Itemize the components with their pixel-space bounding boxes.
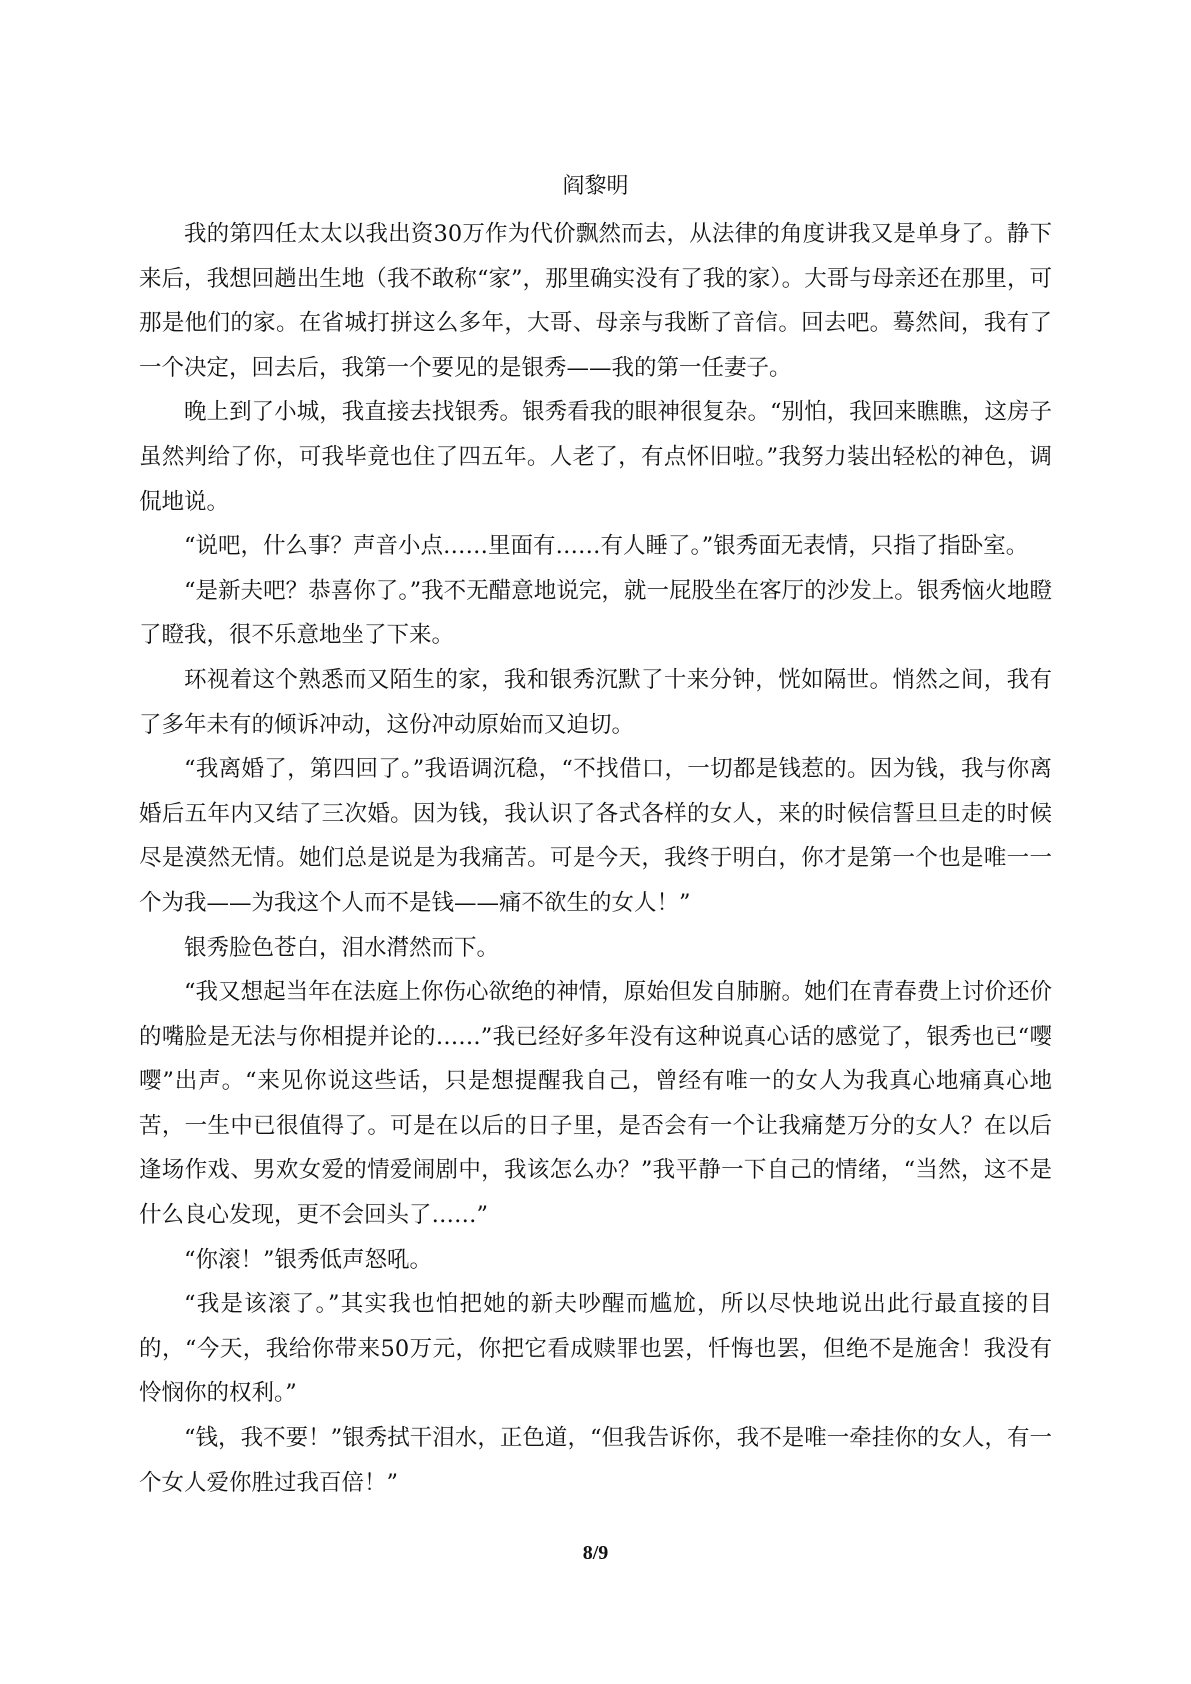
paragraph: 我的第四任太太以我出资30万作为代价飘然而去，从法律的角度讲我又是单身了。静下来后，我想回趟出生地（我不敢称“家”，那里确实没有了我的家）。大哥与母亲还在那里，可那是他们的家。在省城打拼这么多年，大哥、母亲与我断了音信。回去吧。蓦然间，我有了一个决定，回去后，我第一个要见的是银秀——我的第一任妻子。 — [139, 221, 1052, 381]
paragraph: 环视着这个熟悉而又陌生的家，我和银秀沉默了十来分钟，恍如隔世。悄然之间，我有了多年未有的倾诉冲动，这份冲动原始而又迫切。 — [139, 666, 1052, 738]
paragraph: “我离婚了，第四回了。”我语调沉稳，“不找借口，一切都是钱惹的。因为钱，我与你离婚后五年内又结了三次婚。因为钱，我认识了各式各样的女人，来的时候信誓旦旦走的时候尽是漠然无情。她们总是说是为我痛苦。可是今天，我终于明白，你才是第一个也是唯一一个为我——为我这个人而不是钱——痛不欲生的女人！” — [139, 756, 1052, 916]
author-name: 阎黎明 — [562, 174, 629, 199]
paragraph: 银秀脸色苍白，泪水潸然而下。 — [184, 934, 500, 961]
paragraph: “我又想起当年在法庭上你伤心欲绝的神情，原始但发自肺腑。她们在青春费上讨价还价的嘴脸是无法与你相提并论的……”我已经好多年没有这种说真心话的感觉了，银秀也已“嘤嘤”出声。“来见你说这些话，只是想提醒我自己，曾经有唯一的女人为我真心地痛真心地苦，一生中已很值得了。可是在以后的日子里，是否会有一个让我痛楚万分的女人？在以后逢场作戏、男欢女爱的情爱闹剧中，我该怎么办？”我平静一下自己的情绪，“当然，这不是什么良心发现，更不会回头了……” — [139, 979, 1052, 1229]
paragraph: 晚上到了小城，我直接去找银秀。银秀看我的眼神很复杂。“别怕，我回来瞧瞧，这房子虽然判给了你，可我毕竟也住了四五年。人老了，有点怀旧啦。”我努力装出轻松的神色，调侃地说。 — [139, 399, 1052, 515]
paragraph: “你滚！”银秀低声怒吼。 — [184, 1246, 433, 1273]
story-body — [139, 212, 1052, 1505]
page-number: 8/9 — [582, 1542, 609, 1564]
paragraph: “说吧，什么事？声音小点……里面有……有人睡了。”银秀面无表情，只指了指卧室。 — [184, 533, 1029, 560]
paragraph: “钱，我不要！”银秀拭干泪水，正色道，“但我告诉你，我不是唯一牵挂你的女人，有一个女人爱你胜过我百倍！” — [139, 1425, 1052, 1496]
paragraph: “是新夫吧？恭喜你了。”我不无醋意地说完，就一屁股坐在客厅的沙发上。银秀恼火地瞪了瞪我，很不乐意地坐了下来。 — [139, 577, 1052, 649]
paragraph: “我是该滚了。”其实我也怕把她的新夫吵醒而尴尬，所以尽快地说出此行最直接的目的，“今天，我给你带来50万元，你把它看成赎罪也罢，忏悔也罢，但绝不是施舍！我没有怜悯你的权利。” — [139, 1291, 1052, 1407]
